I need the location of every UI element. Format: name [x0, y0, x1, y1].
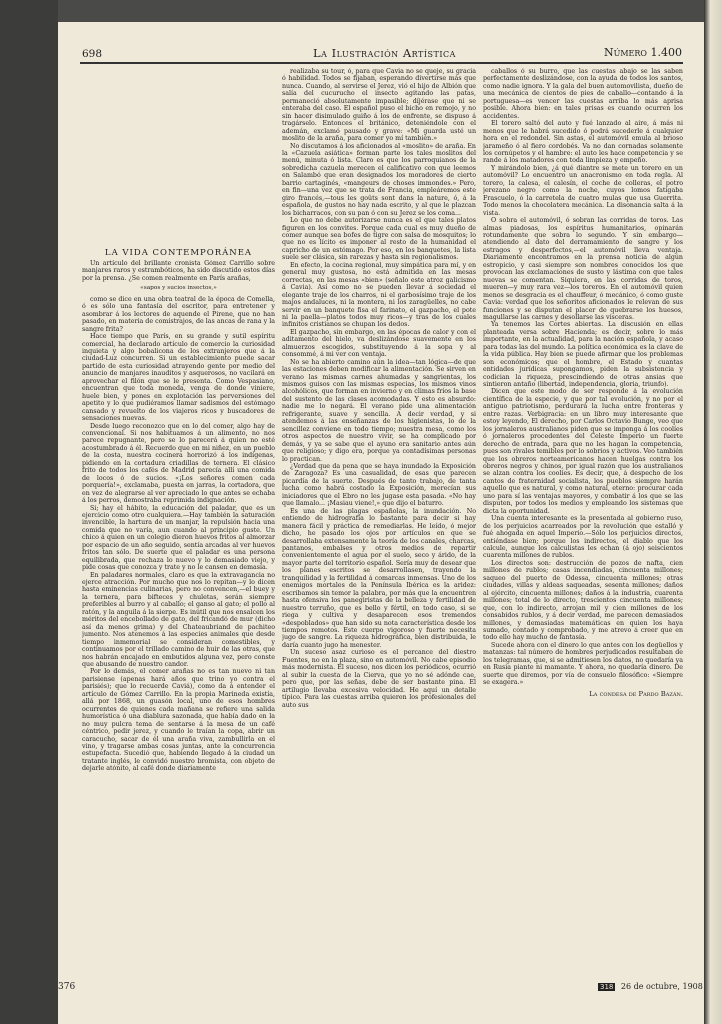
folio-number: 376 — [58, 982, 76, 992]
paragraph: En paladares normales, claro es que la extravagancia no ejerce atracción. Por mucho que nos lo repitan—y lo dicen hasta eminencias culinarias, pero no convencen,—el buey y la ternera, para bifteces y chuletas, serán siempre preferibles al burro y al caballo; el ganso al gato; el pollo al ratón, y la anguila á la sierpe. Es inútil que nos ensalcen los méritos del encebollado de gato, del fricandó de mur (dicho así da menos grima) y del Chateaubriand de pachiteo jumento. Nos atenemos á las especies animales que desde tiempo inmemorial se consideran comestibles, y continuamos por el trillado camino de huir de las otras, que nos habrán encajado en embutidos alguna vez, pero conste que abusando de nuestro candor. — [82, 571, 275, 669]
header-rule — [80, 62, 683, 64]
paragraph: como se dice en una obra teatral de la época de Comella, ó es sólo una fantasía del escritor, para entretener y asombrar á los lectores de aquende el Pirene, que no han pasado, en materia de comistrajos, de las ancas de rana y la sangre frita? — [82, 295, 275, 333]
issue-number: Número 1.400 — [604, 46, 682, 59]
paragraph: Es una de las plagas españolas, la inundación. No entiendo de hidrografía lo bastante para decir si hay manera fácil y práctica de remediarlas. He leído, ó mejor dicho, he pasado los ojos por artículos en que se desarrollaba extensamente la teoría de los canales, charcas, pantanos, embalses y otros medios de repartir convenientemente el agua por el suelo, seco y árido, de la mayor parte del territorio español. Sería muy de desear que los planes escritos se desarrollasen, trayendo la tranquilidad y la fertilidad á comarcas inmensas. Uno de los enemigos mortales de la Península Ibérica es la aridez: escribamos sin temor la palabra, por más que la encuentren hasta ofensiva los panegiristas de la belleza y fertilidad de nuestro terruño, que es bello y fértil, en todo caso, si se riega y cultiva y desaparecen esos tremendos «despoblados» que han sido su nota característica desde los tiempos remotos. Este cuerpo vigoroso y fuerte necesita jugo de sangre. La riqueza hidrográfica, bien distribuida, le daría cuanto jugo ha menester. — [282, 507, 476, 649]
paragraph: realizaba su tour, ó, para que Cavia no se queje, su gracia ó habilidad. Todos se fijaban, esperando divertirse más que nunca. Cuando, al servirse el Jerez, vió el hijo de Albión que salía del cucurucho el insecto agitando las patas, permaneció absolutamente impasible; díjérase que ni se enteraba del caso. El español puso el bicho en remojo, y no sin hacer disimulado guiño á los de enfrente, se dispuso á tragárselo. Entonces el británico, deteniéndole con el ademán, exclamó pausado y grave: «Mi guarda usté un moslito de la araña, para comer yo mí también.» — [282, 68, 476, 143]
paragraph: Desde luego reconozco que en lo del comer, algo hay de convencional. Si nos habituamos á un alimento, no nos parece repugnante, pero se lo parecerá á quien no esté acostumbrado á él. Recuerdo que en mi niñez, en un pueblo de la costa, nuestra cocinera horrorizó á los indígenas, pidiendo en la cortadura criadillas de ternera. El clásico frito de todos los cafés de Madrid parecía allí una comida de locos ó de sucios. «¡Los señores comen cada porquería!», exclamaba, puesta en jarras, la cortadora, que en vez de alegrarse al ver apreciado lo que antes se echaba á los perros, demostraba reprimida indignación. — [82, 422, 275, 505]
paragraph: ¿Verdad que da pena que se haya inundado la Exposición de Zaragoza? Es una casualidad, de esas que parecen picardía de la suerte. Después de tanto trabajo, de tanta lucha como habrá costado la Exposición, merecían sus iniciadores que el Ebro no les jugase esta pasada. «No hay que llamalo... ¡Masiau viene!,» que dijo el baturro. — [282, 463, 476, 508]
paragraph: Sucede ahora con el dinero lo que antes con los degüellos y matanzas: tal número de hombres perjudicados resultaban de los telegramas, que, si se admitiesen los datos, no quedaría ya en Rusia piante ni mamante. Y ahora, no quedaría dinero. De suerte que diremos, por vía de consuelo filosófico: «Siempre se exagera.» — [483, 641, 683, 687]
paragraph: caballos ó su burro, que las cuestas abajo se las saben perfectamente deslizándose, con la ayuda de todos los santos, como nadie ignora. Y la gala del buen automovilista, dueño de una mecánica de cientos de pies de caballo—contando á la portuguesa—es vencer las cuestas arriba lo más aprisa posible. Ahora bien: en tales prisas es cuando ocurren los accidentes. — [483, 68, 683, 120]
paragraph: Dicen que este modo de ser responde á la evolución científica de la especie, y que por tal evolución, y no por el antiguo patriotismo, perdurará la lucha entre fronteras y entre razas. Verbigracia: en un libro muy interesante que estoy leyendo, El derecho, por Carlos Octavio Bunge, veo que los jornaleros australianos piden que se imponga á los coolíes ó jornaleros procedentes del Celeste Imperio un fuerte derecho de entrada, para que no les hagan la competencia, pues son rivales temibles por lo sobrios y activos. Veo también que los obreros norteamericanos hacen huelgas contra los obreros negros y chinos, por igual razón que los australianos se alzan contra los coolíes. Es decir, que, á despecho de los cantos de fraternidad socialista, los pueblos siempre harán aquello que es natural, y como natural, eterno: procurar cada uno para sí las ventajas mayores, y combatir á los que se las disputen, por todos los medios y empleando los sistemas que dicta la oportunidad. — [483, 388, 683, 515]
paragraph: Lo que no debe autorizarse nunca es el que tales platos figuren en los convites. Porque cada cual es muy dueño de comer aunque sea bofes de tigre con salsa de mosquitos; lo que no es lícito es imponer al resto de la humanidad el capricho de un estómago. Por eso, en los banquetes, la lista suele ser clásica, sin rarezas y hasta sin regionalismos. — [282, 217, 476, 262]
paragraph: Si; hay el hábito, la educación del paladar, que es un ejercicio como otro cualquiera.—Hay también la saturación invencible, la hartura de un manjar, la repulsión hacia una comida que no varía, aun cuando al principio guste. Un chico á quien en un colegio dieron huevos fritos al almorzar por espacio de un año seguido, sentía arcadas al ver huevos fritos tan sólo. De suerte que el paladar es una persona equilibrada, que rechaza lo nuevo y lo demasiado viejo, y pide cosas que conozca y trate y no le cansen en demasía. — [82, 504, 275, 572]
left-margin — [0, 0, 58, 1024]
column-1 — [82, 260, 275, 976]
paragraph: El gazpacho, sin embargo, en las épocas de calor y con el aditamento del hielo, va deslizándose suavemente en los almuerzos escogidos, substituyendo á la sopa y al consommé, á mi ver con ventaja. — [282, 328, 476, 359]
paragraph: Un artículo del brillante cronista Gómez Carrillo sobre manjares raros y estrambóticos, ha sido discutido estos días por la prensa. ¿Se comen realmente en París arañas, — [82, 260, 275, 282]
footer-date-block — [598, 982, 703, 991]
author-signature: La condesa de Pardo Bazán. — [589, 689, 683, 698]
paragraph: Y mirándolo bien, ¿á qué diantre se mete un torero en un automóvil? Lo encuentro un anacronismo en toda regla. Al torero, la calesa, el calesín, el coche de colleras, el potro jerezano negro como la noche, cuyos lomos fatigaba Frascuelo, ó la carretela de cuatro mulas que usa Guerrita. Todo menos la chocolatera mecánica. La disonancia salta á la vista. — [483, 164, 683, 217]
magazine-page — [58, 22, 704, 1024]
page-edge — [704, 0, 722, 1024]
quote: «sapos y sucios insectos,» — [140, 285, 217, 292]
footer-date: 26 de octubre, 1908 — [620, 982, 703, 991]
paragraph: Ya tenemos las Cortes abiertas. La discusión en ellas planteada versa sobre Hacienda; es decir, sobre lo más importante, en la actualidad, para la nación española, y acaso para todas las del mundo. La política económica es la clave de la vida pública. Hay bien se puede afirmar que los problemas son económicos; que el hombre, el Estado y cuantas entidades jurídicas supongamos, piden la subsistencia y codician la riqueza, prescindiendo de otras ansias que sintieron antaño (libertad, independencia, gloria, triunfo). — [483, 321, 683, 389]
paragraph: Una cuenta interesante es la presentada al gobierno ruso, de los perjuicios acarreados por la revolución que estalló y fué ahogada en aquel Imperio.—Sólo los perjuicios directos, entiéndase bien; porque los indirectos, el diablo que los calcule, aunque los calculistas les echan (á ojo) seiscientos cuarenta millones de rublos. — [483, 515, 683, 560]
page-number: 698 — [82, 48, 103, 60]
paragraph: No se ha abierto camino aún la idea—tan lógica—de que las estaciones deben modificar la alimentación. Se sirven en verano las mismas carnes ahumadas y sangrientas, los mismos guisos con las mismas especias, los mismos vinos alcohólicos, que forman en invierno y en climas fríos la base del sustento de las clases acomodadas. Y esto es absurdo: nadie me lo negará. El verano pide una alimentación refrigerante, suave y sencilla. A decir verdad, y si atendemos á las enseñanzas de los higienistas, lo de la sencillez conviene en todo tiempo; nuestra mesa, como los otros aspectos de nuestro vivir, se ha complicado por demás, y ya se sabe que el ayuno era sanitario antes aún que religioso; y digo era, porque ya contadísimas personas lo practican. — [282, 358, 476, 463]
paragraph: Un suceso asaz curioso es el percance del diestro Fuentes, no en la plaza, sino en automóvil. No cabe episodio más modernista. El suceso, nos dicen los periódicos, ocurrió al subir la cuesta de la Cierva, que yo no sé adónde cae, pero que, por las señas, debe de ser bastante pina. El artilugio llevaba excesiva velocidad. He aquí un detalle típico. Para las cuestas arriba quieren los profesionales del auto sus — [282, 649, 476, 709]
running-title: La Ilustración Artística — [313, 46, 456, 60]
folio-mark: 318 — [600, 983, 614, 991]
paragraph: No discutamos á los aficionados al «moslito» de araña. En la «Cazuela asiática» forman parte los tales moslitos del menú, minuta ó lista. Claro es que los parroquianos de la sobredicha cazuela merecen el calificativo con que leemos en Salambó que eran designados los moradores de cierto barrio cartaginés, «mangeurs de choses immondes.» Pero, en fin—una vez que se trata de Francia, empleáremos este giro francés,—tous les goûts sont dans la nature, ó, á la española, de gustos no hay nada escrito, y al que le plazcan los bicharracos, con su pan ó con su Jerez se los coma... — [282, 142, 476, 217]
column-3 — [483, 68, 683, 976]
column-2 — [282, 68, 476, 976]
paragraph: Hace tiempo que París, en su grande y sutil espíritu comercial, ha declarado artículo de comercio la curiosidad inquieta y algo bobalicona de los extranjeros que á la ciudad-Luz concurren. Si un establecimiento puede sacar partido de esta curiosidad atrayendo gente por medio del anuncio de manjares inauditos y asquerosos, no vacilará en aprovechar el filón que se le presenta. Como Vespasiano, encuentran que toda moneda, venga de donde viniere, huele bien, y pones en explotación las perversiones del apetito y lo que pudiéramos llamar sadismos del estómago cansado y revuelto de los viajeros ricos y buscadores de sensaciones nuevas. — [82, 333, 275, 423]
paragraph: O sobra el automóvil, ó sobran las corridas de toros. Las almas piadosas, los espíritus humanitarios, opinarán rotundamente que sobra lo segundo. Y sin embargo—atendiendo al dato del derramamiento de sangre y los estragos y desperfectos,—el automóvil lleva ventaja. Diariamente encontramos en la prensa noticia de algún estropicio, y casi siempre son nombres conocidos los que provocan las exclamaciones de susto y lástima con que tales nuevas se comentan. Siquiera, en las corridas de toros, mueren—y muy rara vez—los toreros. En el automóvil quien menos se desgracia es el chauffeur, ó mecánico, ó como guste Cavia: verdad que los señoritos aficionados le relevan de sus funciones y se disputan el placer de quebrarse los huesos, magullarse las carnes y desollarse las vísceras. — [483, 217, 683, 321]
section-title: LA VIDA CONTEMPORÁNEA — [104, 248, 253, 258]
paragraph: Por lo demás, el comer arañas no es tan nuevo ni tan parisiense (apenas hará años que trino yo contra el parisiés); que lo recuerde Caviá), como da á entender el artículo de Gómez Carrillo. En la propia Marineda existía, allá por 1868, un guasón local, uno de esos hombres ocurrentes de quienes cada mañana se refiere una salida humorística ó una diablura sazonada, que había dado en la no muy pulcra tema de sentarse á la mesa de un café céntrico, pedir jerez, y cuando le traían la copa, abrir un caracucho, sacar de él una araña viva, zambullirla en el vino, y tragarse ambas cosas juntas, ante la concurrencia estupefacta. Sucedió que, habiendo llegado á la ciudad un tratante inglés, le convidó nuestro bromista, con objeto de dejarle atónito, al café donde diariamente — [82, 668, 275, 773]
paragraph: Los directos son: destrucción de pozos de nafta, cien millones de rublos; casas incendiadas, cincuenta millones; saqueo del puerto de Odessa, cincuenta millones; otras ciudades, villas y aldeas saqueadas, sesenta millones; daños al ejército, cincuenta millones; daños á la industria, cuarenta millones; total de lo directo, trescientos cincuenta millones; que, con lo indirecto, arrojan mil y cien millones de los consabidos rublos, y á decir verdad, me parecen demasiados millones, y demasiadas matemáticas en quien los haya sumado, contado y comprobado, y me atrevo á creer que en todo ello hay mucho de fantasía. — [483, 559, 683, 642]
paragraph: En efecto, la cocina regional, muy simpática para mí, y en general muy gustosa, no está admitida en las mesas correctas, en las mesas «bien» (señalo este atroz galicismo á Cavia). Así como no se pueden llevar á sociedad el elegante traje de los charros, ni el garbosísimo traje de los majos andaluces, ni la montera, ni los zaragüelles, no cabe servir en un banquete fisa el farinato, el gazpacho, el pote ni la paella—platos todos muy ricos—y tras de los cuales infinitos cristianos se chupan los dedos. — [282, 261, 476, 329]
paragraph: El torero saltó del auto y fué lanzado al aire, á más ni menos que le habrá sucedido ó podrá sucederle á cualquier hora en el redondel. Sin astas, el automóvil emula al brioso jarameño ó al fiero cordobés. Va no dan cornadas solamente los cornúpetos y el hambre: el auto les hace competencia y se rande á los matadores con toda limpieza y empeño. — [483, 120, 683, 165]
